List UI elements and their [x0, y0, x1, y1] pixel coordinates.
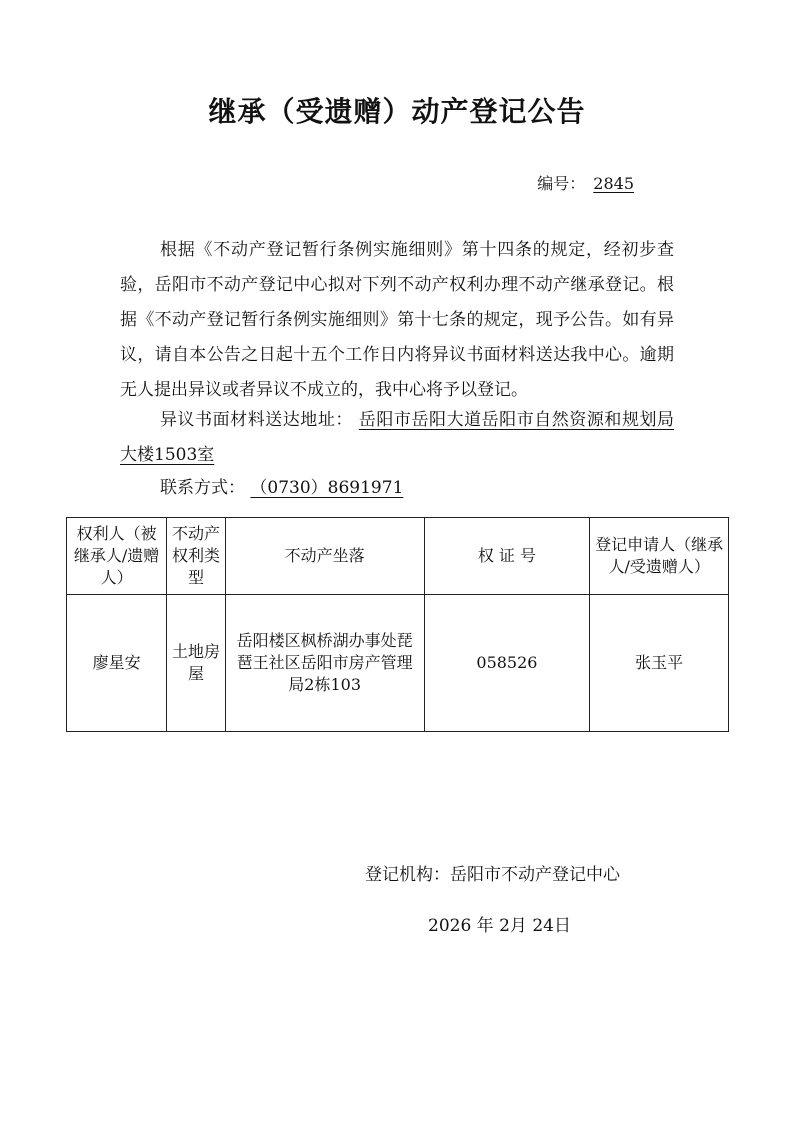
table-header-row [67, 518, 729, 595]
serial-line [537, 172, 634, 196]
objection-address: 岳阳市岳阳大道岳阳市自然资源和规划局大楼1503室 [120, 410, 675, 465]
date-day: 24 [532, 916, 554, 936]
contact-line [160, 471, 680, 506]
contact-value: （0730）8691971 [250, 478, 404, 498]
notice-title: 继承（受遗赠）动产登记公告 [208, 95, 586, 128]
date-year: 2026 [428, 916, 472, 936]
cell-owner: 廖星安 [67, 595, 167, 732]
authority-label: 登记机构： [365, 865, 450, 885]
date-month-unit: 月 [509, 916, 527, 936]
date-day-unit: 日 [553, 916, 571, 936]
header-owner: 权利人（被继承人/遗赠人） [67, 518, 167, 595]
objection-address-line [120, 403, 674, 473]
serial-number: 2845 [593, 174, 634, 193]
objection-label: 异议书面材料送达地址： [160, 410, 353, 430]
registration-authority [365, 863, 620, 887]
cell-certificate-no: 058526 [424, 595, 590, 732]
date-month: 2 [499, 916, 510, 936]
header-right-type: 不动产权利类型 [167, 518, 226, 595]
registration-table [66, 517, 729, 732]
notice-paragraph: 根据《不动产登记暂行条例实施细则》第十四条的规定，经初步查验，岳阳市不动产登记中心拟对下列不动产权利办理不动产继承登记。根据《不动产登记暂行条例实施细则》第十七条的规定，现予公告。如有异议，请自本公告之日起十五个工作日内将异议书面材料送达我中心。逾期无人提出异议或者异议不成立的，我中心将予以登记。 [120, 240, 674, 400]
notice-date [428, 914, 571, 938]
authority-name: 岳阳市不动产登记中心 [450, 865, 620, 885]
contact-label: 联系方式： [160, 478, 245, 498]
date-year-unit: 年 [476, 916, 494, 936]
cell-right-type: 土地房屋 [167, 595, 226, 732]
cell-location: 岳阳楼区枫桥湖办事处琵琶王社区岳阳市房产管理局2栋103 [225, 595, 424, 732]
header-applicant: 登记申请人（继承人/受遗赠人） [590, 518, 729, 595]
header-certificate-no: 权 证 号 [424, 518, 590, 595]
serial-label: 编号： [537, 174, 586, 193]
header-location: 不动产坐落 [225, 518, 424, 595]
cell-applicant: 张玉平 [590, 595, 729, 732]
table-row [67, 595, 729, 732]
